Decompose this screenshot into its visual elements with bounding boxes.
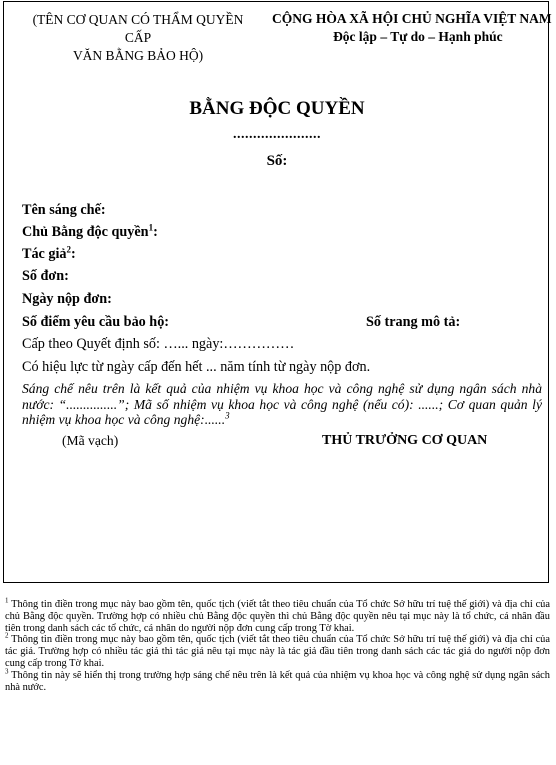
issuing-agency <box>18 11 258 65</box>
owner-field: Chủ Bằng độc quyền$^1$: <box>22 222 158 240</box>
agency-line-1: (TÊN CƠ QUAN CÓ THẨM QUYỀN CẤP <box>32 12 244 45</box>
footnote-ref-1: 1 <box>148 222 154 233</box>
republic-name: CỘNG HÒA XÃ HỘI CHỦ NGHĨA VIỆT NAM <box>272 11 552 26</box>
footnote-ref-3: 3 <box>225 410 230 421</box>
national-header <box>272 10 552 46</box>
footnotes <box>5 596 550 693</box>
certificate-frame <box>3 1 552 583</box>
agency-line-2: VĂN BẰNG BẢO HỘ) <box>72 48 204 63</box>
footnote-ref-2: 2 <box>66 244 72 255</box>
author-field: Tác giả$^2$: <box>22 244 76 262</box>
decision-line: Cấp theo Quyết định số: …... ngày:…………… <box>22 336 295 352</box>
description-pages-field: Số trang mô tả: <box>366 314 461 330</box>
national-motto: Độc lập – Tự do – Hạnh phúc <box>333 29 503 44</box>
filing-date-field: Ngày nộp đơn: <box>22 291 112 307</box>
barcode-placeholder: (Mã vạch) <box>62 433 119 448</box>
validity-line: Có hiệu lực từ ngày cấp đến hết ... năm tính từ ngày nộp đơn. <box>22 359 371 375</box>
footnote-2: $^2$ Thông tin điền trong mục này bao gồm tên, quốc tịch (viết tắt theo tiêu chuẩn của Tổ chức Sở hữu trí tuệ thế giới) và địa chỉ của tác giả. Trường hợp có nhiều tác giả thì tác giả nêu tại mục này là tác giả đầu tiên trong danh sách các tác giả do người nộp đơn cung cấp trong Tờ khai. <box>5 631 550 669</box>
footnote-1: $^1$ Thông tin điền trong mục này bao gồm tên, quốc tịch (viết tắt theo tiêu chuẩn của Tổ chức Sở hữu trí tuệ thế giới) và địa chỉ của chủ Bằng độc quyền. Trường hợp có nhiều chủ Bằng độc quyền thì chủ Bằng độc quyền nêu tại mục này là tổ chức, cá nhân đầu tiên trong danh sách các tổ chức, cá nhân do người nộp đơn cung cấp trong Tờ khai. <box>5 596 550 634</box>
science-funding-note: Sáng chế nêu trên là kết quả của nhiệm vụ khoa học và công nghệ sử dụng ngân sách nhà nước: “...............”; Mã số nhiệm vụ khoa học và công nghệ (nếu có): ......; Cơ quan quản lý nhiệm vụ khoa học và công nghệ:......$^3$ <box>22 381 542 427</box>
footnote-3: $^3$ Thông tin này sẽ hiển thị trong trường hợp sáng chế nêu trên là kết quả của nhiệm vụ khoa học và công nghệ sử dụng ngân sách nhà nước. <box>5 667 550 693</box>
document-title: BẰNG ĐỘC QUYỀN <box>189 98 365 119</box>
number-dots: ...................... <box>233 127 321 142</box>
number-label: Số: <box>266 153 288 169</box>
invention-name-field: Tên sáng chế: <box>22 202 106 218</box>
application-number-field: Số đơn: <box>22 268 69 284</box>
signatory-title: THỦ TRƯỞNG CƠ QUAN <box>322 433 488 448</box>
claims-count-field: Số điểm yêu cầu bảo hộ: <box>22 314 170 330</box>
